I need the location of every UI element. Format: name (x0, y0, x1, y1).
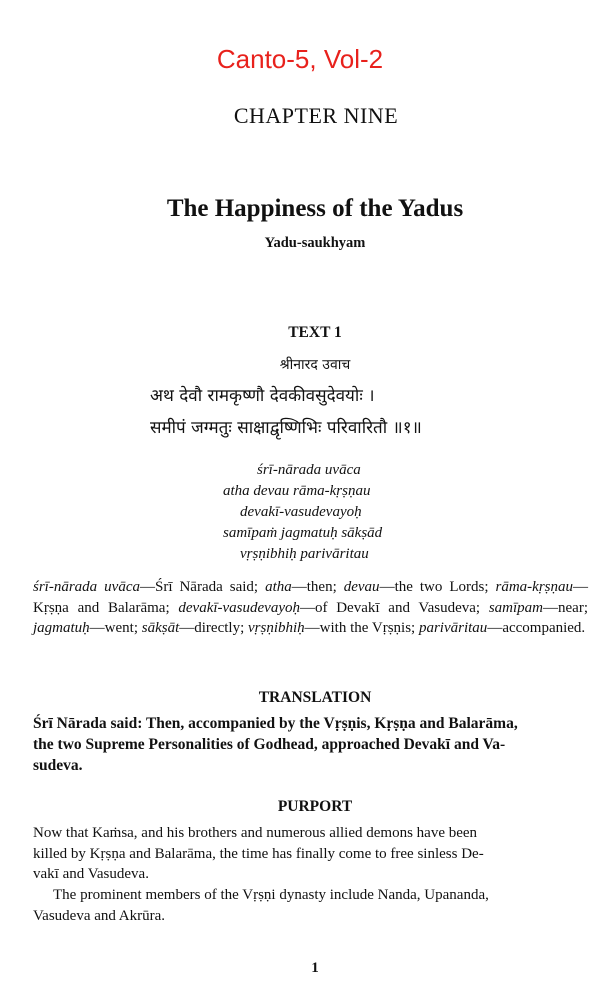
synonym-term: devau (343, 579, 380, 595)
translation-line: Śrī Nārada said: Then, accompanied by the Vṛṣṇis, Kṛṣṇa and Balarāma, (33, 715, 518, 732)
synonym-term: rāma-kṛṣṇau (495, 579, 573, 595)
synonym-meaning: —with the Vṛṣṇis; (304, 620, 419, 637)
canto-label: Canto-5, Vol-2 (216, 44, 384, 74)
purport-line: Now that Kaṁsa, and his brothers and numerous allied demons have been (33, 825, 478, 841)
synonym-term: devakī-vasudevayoḥ (178, 599, 300, 616)
transliteration-line: śrī-nārada uvāca (257, 462, 361, 478)
purport-line: vakī and Vasudeva. (33, 866, 149, 883)
purport-paragraph (33, 823, 588, 927)
synonym-term: atha (265, 579, 292, 595)
purport-line: killed by Kṛṣṇa and Balarāma, the time has finally come to free sinless De- (33, 845, 484, 862)
translation-text (33, 713, 588, 776)
devanagari-verse-line: समीपं जग्मतुः साक्षाद्वृष्णिभिः परिवारितौ ॥१॥ (150, 418, 422, 438)
devanagari-verse-line: अथ देवौ रामकृष्णौ देवकीवसुदेवयोः । (150, 386, 375, 406)
transliteration-line: vṛṣṇibhiḥ parivāritau (240, 546, 369, 562)
translation-heading: TRANSLATION (258, 689, 372, 706)
transliteration-line: atha devau rāma-kṛṣṇau (223, 483, 371, 499)
synonym-term: parivāritau (418, 620, 488, 637)
transliteration-line: devakī-vasudevayoḥ (240, 504, 362, 520)
synonym-term: śrī-nārada uvāca (33, 579, 140, 595)
synonym-meaning: —directly; (179, 620, 248, 637)
synonym-meaning: —accompanied. (487, 620, 586, 637)
synonym-term: vṛṣṇibhiḥ (247, 620, 305, 637)
synonym-meaning: —near; (543, 599, 588, 616)
chapter-subtitle: Yadu-saukhyam (264, 235, 366, 251)
purport-heading: PURPORT (277, 798, 353, 815)
synonym-meaning: —went; (89, 620, 142, 637)
transliteration-line: samīpaṁ jagmatuḥ sākṣād (223, 525, 383, 541)
text-number: TEXT 1 (288, 324, 342, 341)
synonyms-paragraph (33, 577, 588, 639)
chapter-title: The Happiness of the Yadus (166, 195, 464, 222)
devanagari-heading: श्रीनारद उवाच (279, 357, 351, 373)
synonym-meaning: —the two Lords; (379, 579, 496, 595)
translation-line: sudeva. (33, 757, 83, 774)
synonym-meaning: —Śrī Nārada said; (139, 579, 266, 595)
translation-line: the two Supreme Personalities of Godhead, approached Devakī and Va- (33, 736, 506, 753)
synonym-term: jagmatuḥ (33, 620, 90, 637)
synonym-term: samīpam (488, 599, 544, 616)
purport-line: Vasudeva and Akrūra. (33, 907, 166, 924)
synonym-term: sākṣāt (141, 620, 180, 637)
purport-line: The prominent members of the Vṛṣṇi dynasty include Nanda, Upananda, (53, 887, 489, 904)
synonym-meaning: —of Devakī and Vasudeva; (299, 599, 489, 616)
synonym-meaning: —Kṛṣṇa and Balarāma; (33, 579, 588, 616)
synonym-meaning: —then; (291, 579, 344, 595)
chapter-label: CHAPTER NINE (233, 103, 399, 128)
page-number: 1 (311, 960, 319, 976)
